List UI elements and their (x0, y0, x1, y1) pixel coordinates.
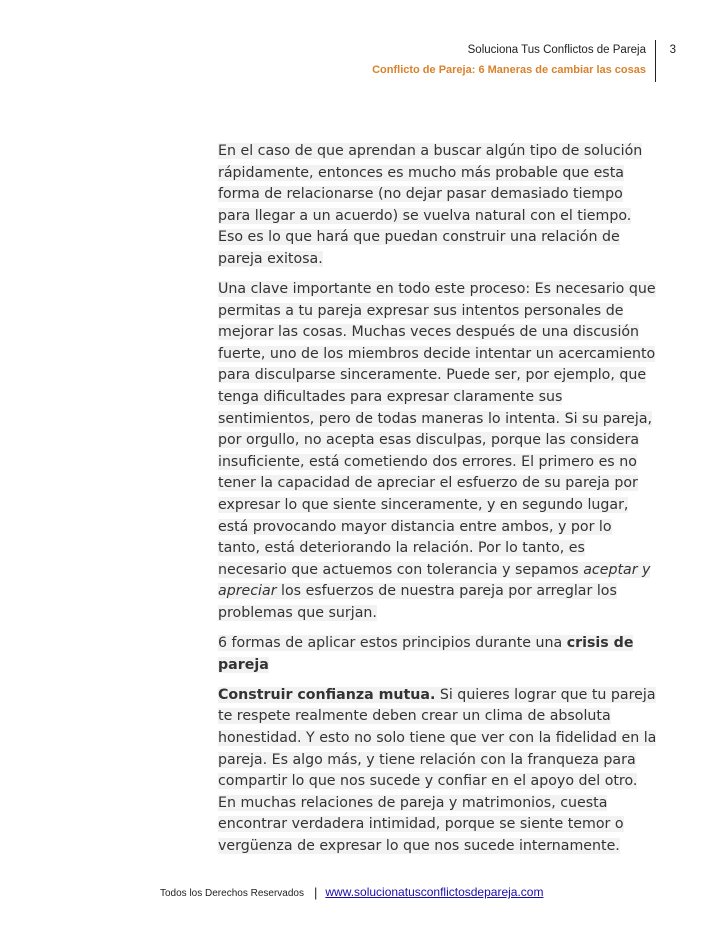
page-number: 3 (669, 44, 676, 56)
header-title: Soluciona Tus Conflictos de Pareja (467, 44, 646, 56)
document-body (218, 141, 658, 866)
paragraph-4-heading: Construir confianza mutua. (218, 686, 436, 703)
paragraph-3-start: 6 formas de aplicar estos principios durante una (218, 635, 567, 652)
header-subtitle: Conflicto de Pareja: 6 Maneras de cambiar las cosas (372, 64, 646, 76)
paragraph-2 (218, 279, 658, 625)
header-divider (655, 40, 656, 82)
footer-separator: | (313, 885, 318, 900)
paragraph-4 (218, 685, 658, 858)
footer-rights: Todos los Derechos Reservados (160, 888, 304, 899)
paragraph-2-start: Una clave importante en todo este proceso: Es necesario que permitas a tu pareja expresar sus intentos personales de mejorar las cosas. Muchas veces después de una discusión fuerte, uno de los miembros decide intentar un acercamiento para disculparse sinceramente. Puede ser, por ejemplo, que tenga dificultades para expresar claramente sus sentimientos, pero de todas maneras lo intenta. Si su pareja, por orgullo, no acepta esas disculpas, porque las considera insuficiente, está cometiendo dos errores. El primero es no tener la capacidad de apreciar el esfuerzo de su pareja por expresar lo que siente sinceramente, y en segundo lugar, está provocando mayor distancia entre ambos, y por lo tanto, está deteriorando la relación. Por lo tanto, es necesario que actuemos con tolerancia y sepamos (218, 281, 656, 578)
footer-website-link[interactable]: www.solucionatusconflictosdepareja.com (325, 885, 544, 899)
paragraph-2-italic: aceptar y apreciar (218, 561, 651, 600)
paragraph-2-end: los esfuerzos de nuestra pareja por arreglar los problemas que surjan. (218, 583, 617, 621)
paragraph-1-text: En el caso de que aprendan a buscar algún tipo de solución rápidamente, entonces es mucho más probable que esta forma de relacionarse (no dejar pasar demasiado tiempo para llegar a un acuerdo) se vuelva natural con el tiempo. Eso es lo que hará que puedan construir una relación de pareja exitosa. (218, 143, 643, 267)
paragraph-3-bold: crisis de pareja (218, 635, 634, 673)
footer (160, 884, 543, 899)
paragraph-1 (218, 141, 658, 271)
paragraph-3 (218, 633, 658, 676)
paragraph-4-text: Si quieres lograr que tu pareja te respete realmente deben crear un clima de absoluta honestidad. Y esto no solo tiene que ver con la fidelidad en la pareja. Es algo más, y tiene relación con la franqueza para compartir lo que nos sucede y confiar en el apoyo del otro. En muchas relaciones de pareja y matrimonios, cuesta encontrar verdadera intimidad, porque se siente temor o vergüenza de expresar lo que nos sucede internamente. (218, 686, 657, 854)
